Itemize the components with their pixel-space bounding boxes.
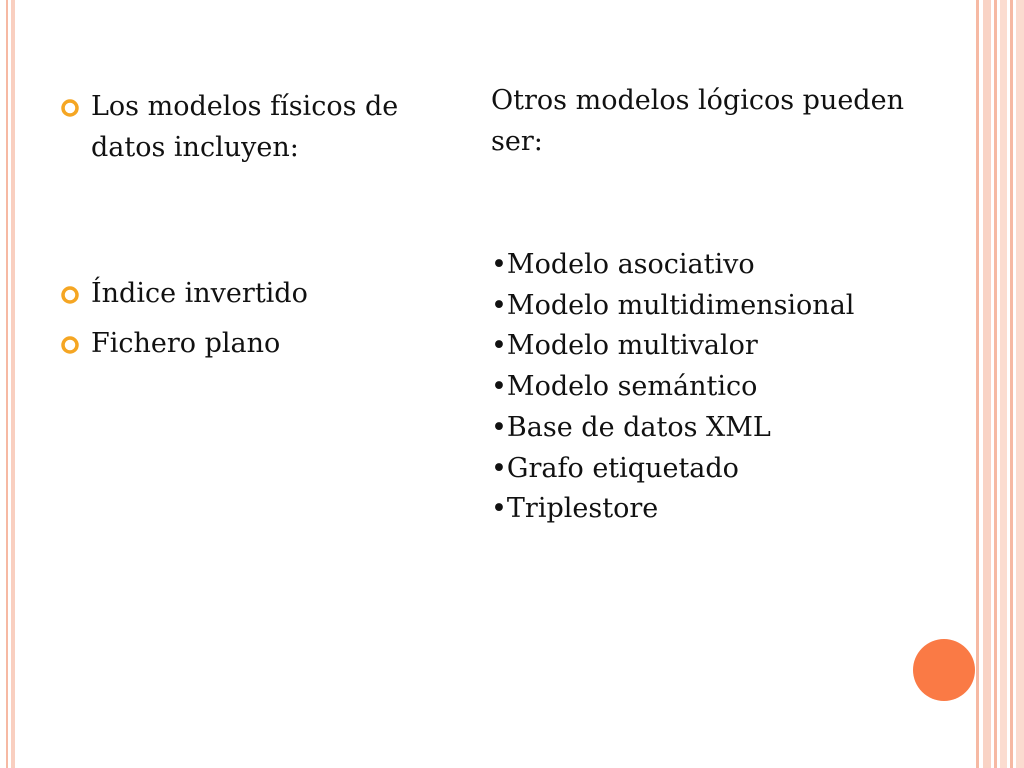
- list-item: •Modelo multivalor: [491, 330, 758, 362]
- list-item: •Modelo semántico: [491, 371, 758, 403]
- left-column: [60, 86, 460, 364]
- right-border-line: [976, 0, 979, 768]
- right-border-line: [1010, 0, 1013, 768]
- decorative-orange-circle: [913, 639, 975, 701]
- list-item: •Modelo asociativo: [491, 249, 755, 280]
- right-border-band: [983, 0, 991, 768]
- list-item: [60, 86, 460, 168]
- right-border-line: [994, 0, 997, 768]
- list-item-text: Fichero plano: [91, 328, 281, 359]
- list-item: •Base de datos XML: [491, 411, 771, 443]
- list-item: •Triplestore: [491, 493, 659, 525]
- list-item: [60, 273, 460, 314]
- list-item-text: Índice invertido: [91, 278, 308, 309]
- orange-ring-bullet-icon: [61, 99, 79, 117]
- models-list: [491, 245, 931, 530]
- list-item: •Modelo multidimensional: [491, 289, 855, 321]
- list-item: •Grafo etiquetado: [491, 452, 739, 484]
- left-border-line: [6, 0, 8, 768]
- right-heading-text: Otros modelos lógicos pueden ser:: [491, 85, 904, 157]
- left-border-band: [11, 0, 15, 768]
- orange-ring-bullet-icon: [61, 336, 79, 354]
- right-border-band: [1016, 0, 1024, 768]
- list-item: [60, 323, 460, 364]
- right-column: [491, 80, 931, 530]
- left-heading-text: Los modelos físicos de datos incluyen:: [91, 91, 399, 163]
- right-border-band: [1000, 0, 1007, 768]
- orange-ring-bullet-icon: [61, 286, 79, 304]
